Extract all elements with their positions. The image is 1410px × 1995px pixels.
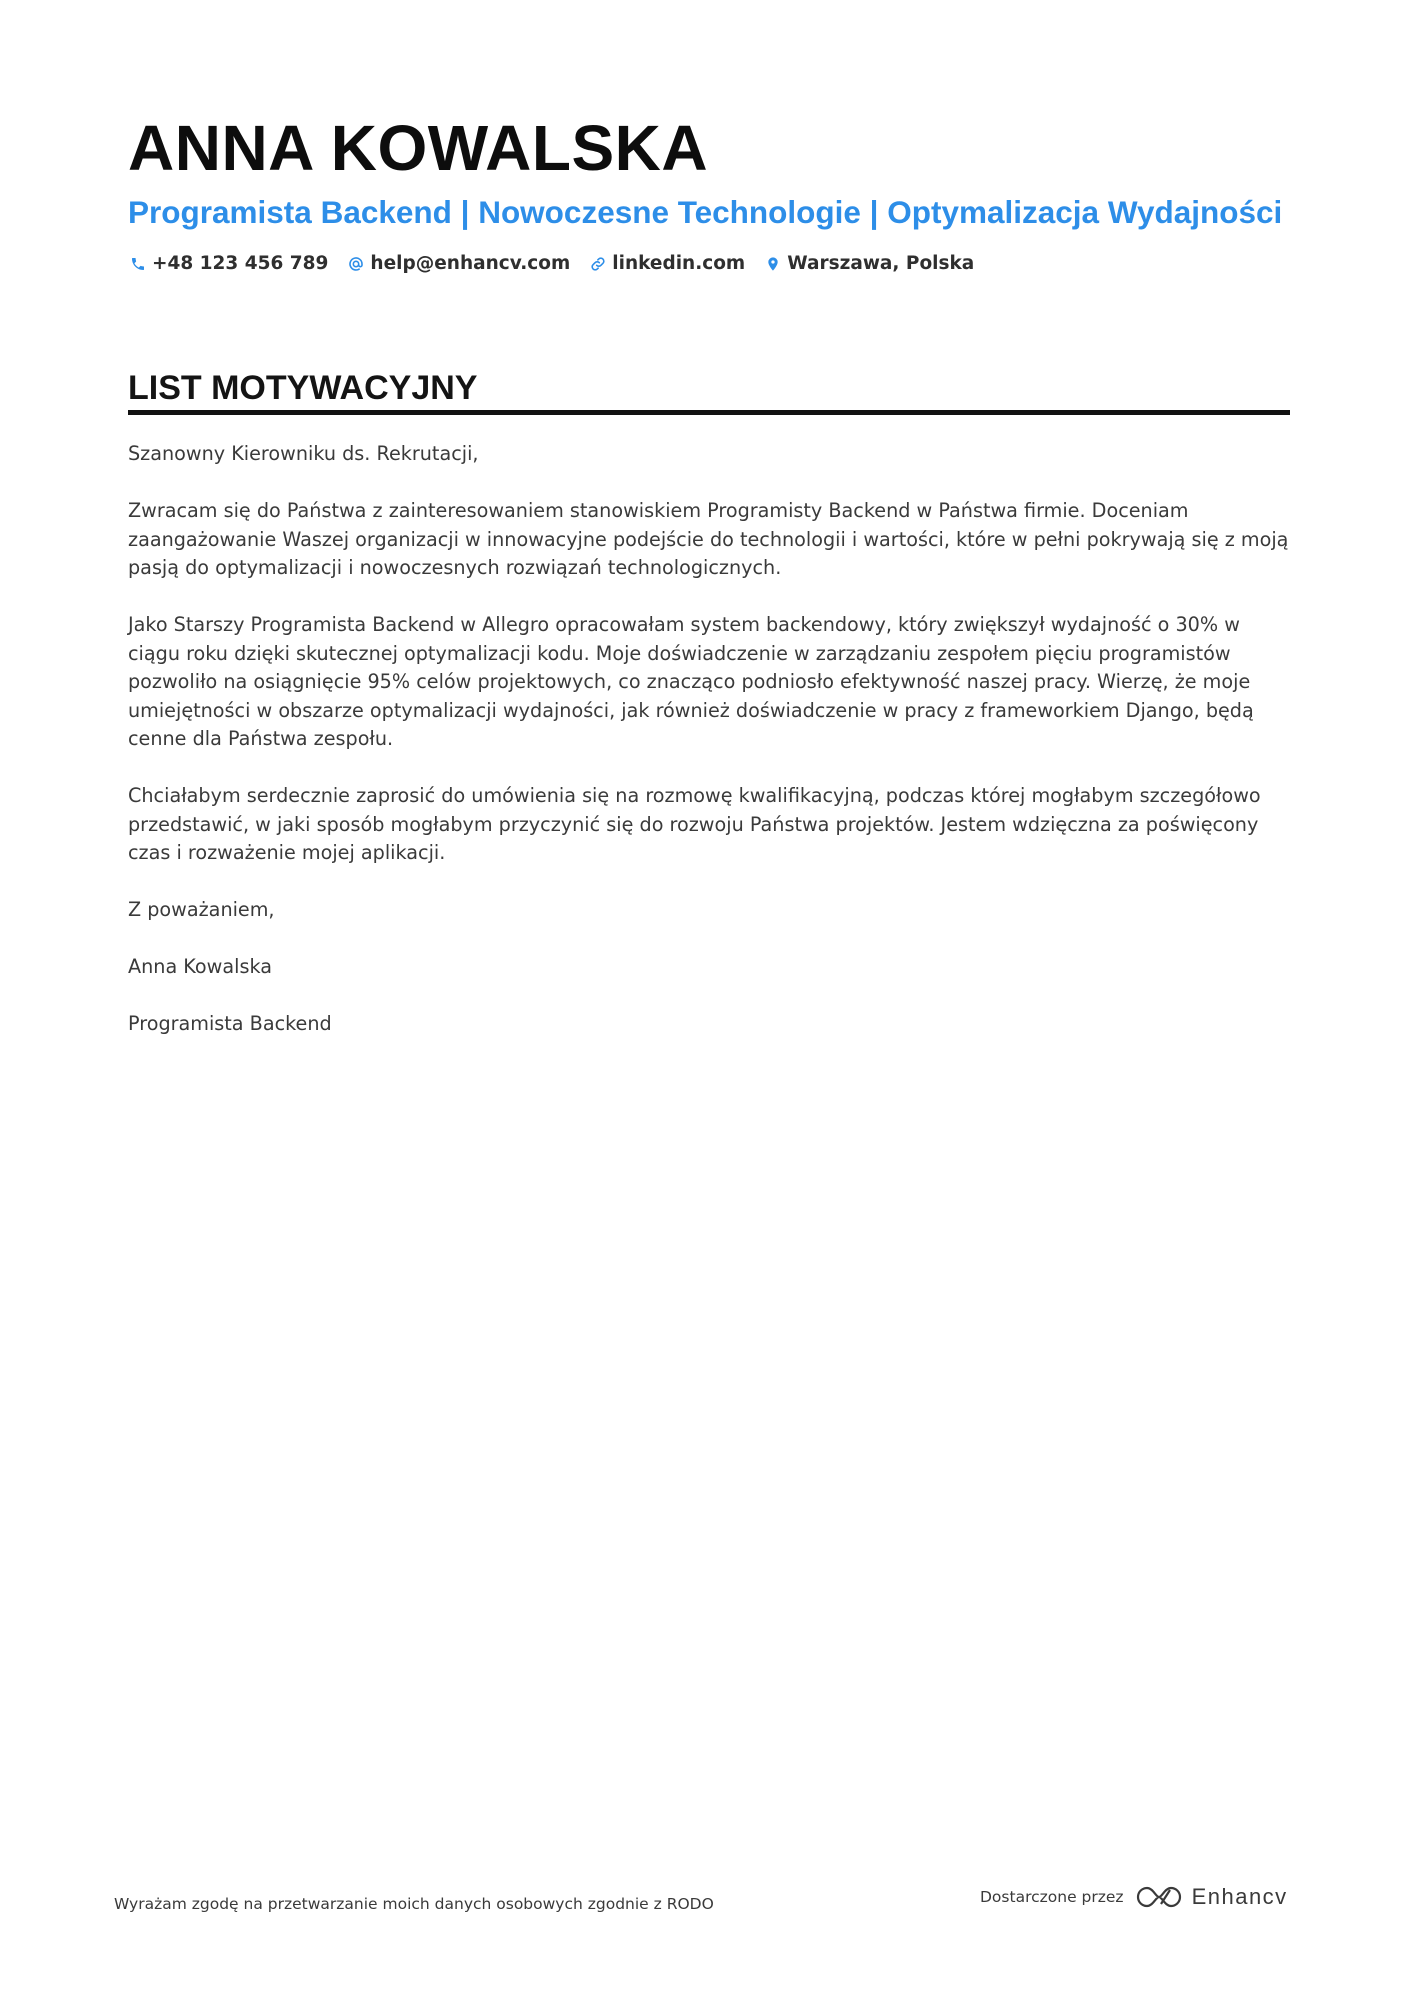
signature-title: Programista Backend [128,1012,332,1035]
at-icon [346,254,366,274]
contact-location-text: Warszawa, Polska [787,253,975,274]
enhancv-logo-icon [1136,1884,1182,1910]
contact-linkedin-text: linkedin.com [612,253,746,274]
letter-greeting: Szanowny Kierowniku ds. Rekrutacji, [128,442,479,465]
applicant-headline: Programista Backend | Nowoczesne Technologie | Optymalizacja Wydajności [128,194,1283,230]
letter-paragraph: Jako Starszy Programista Backend w Allegro opracowałam system backendowy, który zwiększył wydajność o 30% w ciągu roku dzięki skutecznej optymalizacji kodu. Moje doświadczenie w zarządzaniu zespołem pięciu programistów pozwoliło na osiągnięcie 95% celów projektowych, co znacząco podniosło efektywność naszej pracy. Wierzę, że moje umiejętności w obszarze optymalizacji wydajności, jak również doświadczenie w pracy z frameworkiem Django, będą cenne dla Państwa zespołu. [128,613,1254,750]
gdpr-consent-note: Wyrażam zgodę na przetwarzanie moich danych osobowych zgodnie z RODO [114,1895,714,1913]
contact-email-text: help@enhancv.com [370,253,571,274]
letter-paragraph: Zwracam się do Państwa z zainteresowaniem stanowiskiem Programisty Backend w Państwa firmie. Doceniam zaangażowanie Waszej organizacji w innowacyjne podejście do technologii i wartości, które w pełni pokrywają się z moją pasją do optymalizacji i nowoczesnych rozwiązań technologicznych. [128,499,1289,579]
signature-name: Anna Kowalska [128,955,272,978]
letter-closing: Z poważaniem, [128,898,275,921]
contact-phone[interactable] [128,253,328,274]
contact-email[interactable] [346,253,570,274]
letter-paragraph: Chciałabym serdecznie zaprosić do umówienia się na rozmowę kwalifikacyjną, podczas której mogłabym szczegółowo przedstawić, w jaki sposób mogłabym przyczynić się do rozwoju Państwa projektów. Jestem wdzięczna za poświęcony czas i rozważenie mojej aplikacji. [128,784,1261,864]
contact-location [763,253,974,274]
contact-linkedin[interactable] [588,253,745,274]
enhancv-brand-name: Enhancv [1191,1884,1288,1909]
powered-by-badge[interactable] [980,1884,1288,1910]
applicant-name: ANNA KOWALSKA [128,112,709,184]
letter-body [128,440,1290,1067]
contact-phone-text: +48 123 456 789 [152,253,329,274]
location-pin-icon [763,254,783,274]
link-icon [588,254,608,274]
section-title: LIST MOTYWACYJNY [128,369,478,407]
phone-icon [128,254,148,274]
section-divider [128,410,1290,415]
powered-by-label: Dostarczone przez [980,1888,1124,1906]
contact-bar [128,253,992,274]
